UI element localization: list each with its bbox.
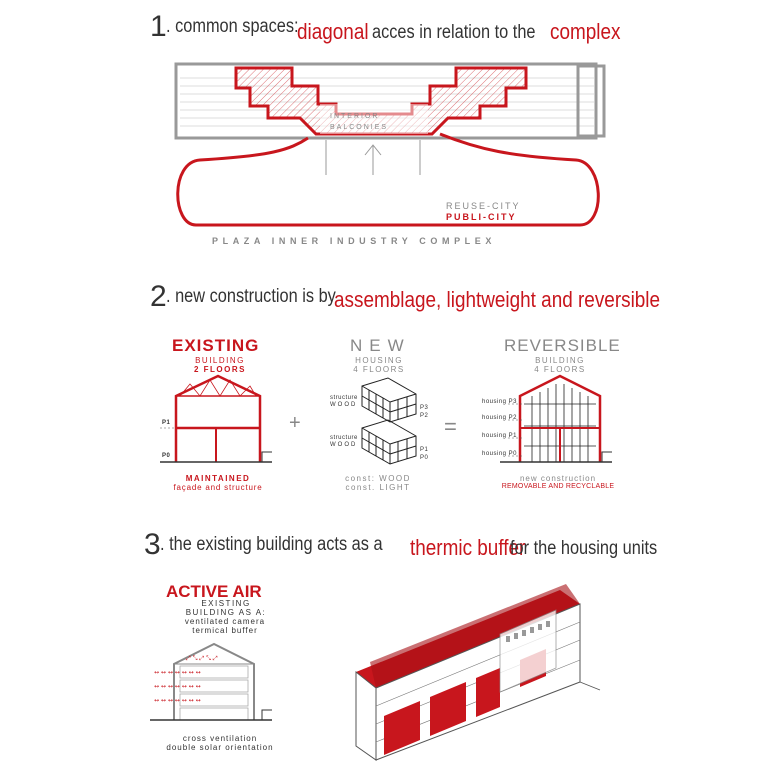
new-wood-label-1: WOOD [330,402,358,408]
existing-p1-label: P1 [162,420,171,426]
new-foot1: const: WOOD [345,474,411,483]
reversible-h1-label: housing P1 [482,433,518,439]
new-title: NEW [350,336,411,355]
new-struct-label-1: structure [330,395,358,401]
reversible-sub1: BUILDING [535,356,585,365]
new-p3-label: P3 [420,405,429,411]
plus-sign: + [289,412,301,434]
reversible-h3-label: housing P3 [482,399,518,405]
svg-text:↔ ↔ ↔ ↔ ↔ ↔ ↔: ↔ ↔ ↔ ↔ ↔ ↔ ↔ [154,683,201,690]
balconies-label: BALCONIES [330,124,389,131]
section1-mid: acces in relation to the [372,22,536,43]
existing-foot1: MAINTAINED [185,474,251,483]
equals-sign: = [444,414,457,439]
svg-text:↔ ↔ ↔ ↔ ↔ ↔ ↔: ↔ ↔ ↔ ↔ ↔ ↔ ↔ [154,669,201,676]
new-foot2: const. LIGHT [345,483,411,492]
reversible-sub2: 4 FLOORS [534,365,586,374]
svg-text:⤢ ⤡ ⤢ ⤡ ⤢: ⤢ ⤡ ⤢ ⤡ ⤢ [186,655,218,662]
existing-p0-label: P0 [162,453,171,459]
reversible-h2-label: housing P2 [482,415,518,421]
section3-highlight: thermic buffer [410,535,526,560]
new-sub1: HOUSING [355,356,403,365]
section2-pre: . new construction is by [165,286,336,307]
new-p1-label: P1 [420,447,429,453]
new-wood-label-2: WOOD [330,442,358,448]
reuse-city-label: REUSE-CITY [446,201,521,211]
plaza-label: PLAZA INNER INDUSTRY COMPLEX [212,236,496,246]
existing-sub2: 2 FLOORS [193,365,246,374]
svg-text:↔ ↔ ↔ ↔ ↔ ↔ ↔: ↔ ↔ ↔ ↔ ↔ ↔ ↔ [154,697,201,704]
section1-highlight2: complex [550,19,621,44]
thermic-foot2: double solar orientation [166,743,274,752]
new-sub2: 4 FLOORS [353,365,405,374]
reversible-foot2: REMOVABLE AND RECYCLABLE [501,483,615,490]
existing-sub1: BUILDING [195,356,245,365]
publi-city-label: PUBLI-CITY [446,212,517,222]
new-struct-label-2: structure [330,435,358,441]
reversible-h0-label: housing P0 [482,451,518,457]
section1-highlight: diagonal [297,19,369,44]
existing-title: EXISTING [172,336,260,355]
section1-number: 1 [150,10,166,43]
section3-number: 3 [144,528,160,561]
active-l2: BUILDING AS A: [185,608,267,617]
section3-pre: . the existing building acts as a [159,534,383,555]
existing-foot2: façade and structure [173,483,263,492]
section2-number: 2 [150,280,166,313]
active-l4: termical buffer [192,626,258,635]
interior-label: INTERIOR [330,113,380,120]
active-l3: ventilated camera [184,617,266,626]
new-p0-label: P0 [420,455,429,461]
active-air-title: ACTIVE AIR [166,582,262,601]
section2-highlight: assemblage, lightweight and reversible [334,287,661,312]
new-p2-label: P2 [420,413,429,419]
section1-pre: . common spaces: [165,16,299,37]
active-l1: EXISTING [201,599,251,608]
reversible-foot1: new construction [519,474,597,483]
thermic-foot1: cross ventilation [182,734,258,743]
section3-post: for the housing units [510,538,658,559]
reversible-title: REVERSIBLE [504,336,621,355]
